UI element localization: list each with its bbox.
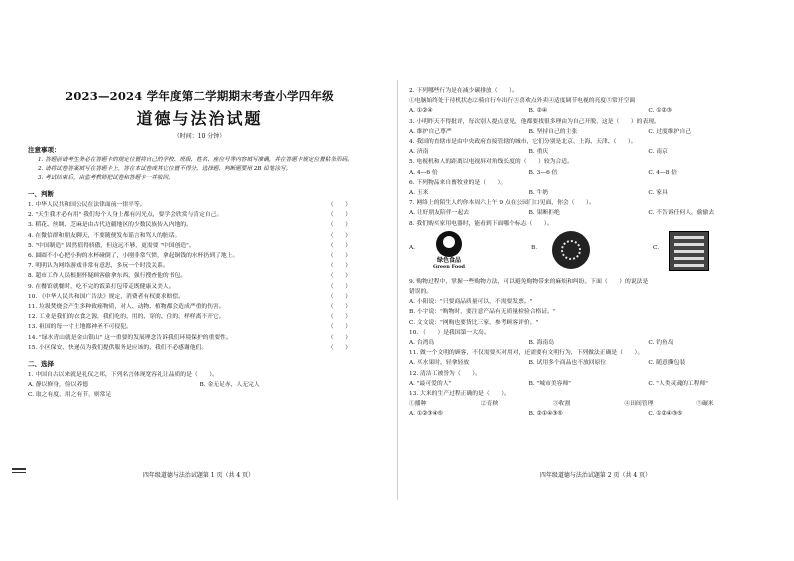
question-text: 8. 超市工作人员根据怀疑顾客偷拿东西，强行搜查他的书包。 bbox=[28, 273, 187, 280]
option: C. 不告诉任何人，偷偷去 bbox=[648, 210, 715, 217]
answer-paren: （ ） bbox=[327, 344, 351, 351]
option: A. "最可爱的人" bbox=[409, 380, 452, 387]
judge-question bbox=[28, 312, 371, 322]
question-line: 2. 下列哪些行为是在减少碳排放（ ）。 bbox=[409, 88, 518, 94]
option: A. ①②③④⑤ bbox=[409, 411, 443, 418]
answer-paren: （ ） bbox=[327, 232, 351, 239]
question-line: 6. 下列物品来自畜牧业的是（ ）。 bbox=[409, 179, 507, 186]
option: ②育秧 bbox=[480, 401, 499, 408]
answer-paren: （ ） bbox=[327, 253, 351, 260]
judge-question-list bbox=[28, 200, 371, 353]
choice-options bbox=[409, 127, 768, 137]
option: B. "城市美容师" bbox=[528, 380, 571, 387]
question-line: 13. 大米的生产过程正确的是（ ）。 bbox=[409, 391, 510, 398]
question-text: 7. 明明认为网络游戏非常有意思，多玩一个时没关系。 bbox=[28, 263, 169, 270]
green-food-text: 绿色食品 bbox=[436, 256, 461, 264]
judge-question bbox=[28, 282, 371, 292]
question-line: A. 小阳说："只要商品质量可以，不需要发票。" bbox=[409, 299, 533, 306]
option: B. 金无足赤，人无完人 bbox=[199, 382, 260, 389]
answer-paren: （ ） bbox=[327, 314, 351, 321]
option: ④田间管理 bbox=[624, 401, 654, 408]
option: A. 静以修身，俭以养德 bbox=[28, 382, 89, 389]
option: A. 济南 bbox=[409, 149, 429, 156]
judge-question bbox=[28, 261, 371, 271]
question-text: 10. 《中华人民共和国广告法》规定，消费者有权要求赔偿。 bbox=[28, 293, 184, 300]
seal-icon bbox=[552, 231, 590, 269]
option: C. "人类灵魂的工程师" bbox=[648, 380, 708, 387]
judge-question bbox=[28, 292, 371, 302]
option: A. 买水果时，轻拿轻放 bbox=[409, 360, 470, 367]
section-judge-heading: 一、判断 bbox=[28, 190, 54, 198]
green-food-icon bbox=[436, 231, 462, 257]
option: C. 随意撕包装 bbox=[648, 360, 686, 367]
page-footer: 四年级道德与法治试题第 2 页（共 4 页） bbox=[539, 472, 652, 479]
green-food-logo bbox=[425, 231, 473, 271]
question-line: 12. 清洁工被誉为（ ）。 bbox=[409, 370, 481, 377]
answer-paren: （ ） bbox=[327, 293, 351, 300]
judge-question bbox=[28, 231, 371, 241]
option: B. 重庆 bbox=[528, 149, 549, 156]
choice-options bbox=[409, 358, 768, 368]
choice-options bbox=[409, 147, 768, 157]
option: B. 牛奶 bbox=[528, 190, 549, 197]
page-footer: 四年级道德与法治试题第 1 页（共 4 页） bbox=[142, 472, 255, 479]
answer-paren: （ ） bbox=[327, 263, 351, 270]
choice-options bbox=[409, 208, 768, 218]
option: C. 南京 bbox=[648, 149, 668, 156]
option: ①播种 bbox=[409, 401, 427, 408]
choice-options bbox=[28, 390, 371, 400]
question-text: 15. 小区保安、快递员为我们提供服务是应该的，我们不必感谢他们。 bbox=[28, 344, 208, 351]
option: B. 果断拒绝 bbox=[528, 210, 560, 217]
question-line: 7. 网络上的陌生人约你本周六上午 9 点在公园门口见面，你会（ ）。 bbox=[409, 200, 595, 207]
choice-options bbox=[409, 168, 768, 178]
option-label: A. bbox=[409, 244, 416, 251]
question-line: 8. 我们购买家用电器时，能看到下面哪个标志（ ）。 bbox=[409, 220, 553, 227]
choice-options bbox=[409, 409, 768, 419]
option: B. 坚持自己的主张 bbox=[528, 128, 578, 135]
question-text: 14. "绿水青山就是金山银山" 这一重要的发展理念告诉我们环境保护的重要性。 bbox=[28, 334, 232, 341]
question-text: 6. 圆圆不小心把小狗的水杯碰倒了，小刚非常气愤，拿起铜钱的水杯扔到了地上。 bbox=[28, 253, 239, 260]
option: B. ②①④③⑤ bbox=[528, 411, 563, 418]
question-text: 11. 垃圾焚烧会产生多种致癌物质，对人、动物、植物都会造成严重的伤害。 bbox=[28, 304, 225, 311]
question-text: 4. 在微信群和朋友聊天，不要随便发布谣言和骂人的脏话。 bbox=[28, 232, 181, 239]
judge-question bbox=[28, 333, 371, 343]
question-line: 9. 购物过程中，掌握一些购物方法，可以避免购物带来的麻烦和纠纷。下面（ ）的说法是 bbox=[409, 278, 649, 285]
option: C. ①②③ bbox=[648, 108, 672, 115]
judge-question bbox=[28, 241, 371, 251]
option: A. 玉米 bbox=[409, 190, 429, 197]
question-text: 1. 中华人民共和国公民在法律面前一律平等。 bbox=[28, 202, 146, 208]
answer-paren: （ ） bbox=[327, 304, 351, 311]
judge-question bbox=[28, 302, 371, 312]
option: C. 家具 bbox=[648, 190, 668, 197]
choice-options bbox=[409, 399, 768, 409]
green-food-en: Green Food bbox=[432, 263, 466, 270]
question-line: 11. 做一个文明的顾客，不仅需要买对用对，还需要有文明行为，下列做法正确是（ ）。 bbox=[409, 350, 644, 357]
answer-paren: （ ） bbox=[327, 222, 351, 229]
option: C. 过度维护自己 bbox=[648, 128, 692, 135]
question-line: ①电脑始终处于待机状态②骑自行车出行③喜欢点外卖④适度调节电视的亮度⑤常开空调 bbox=[409, 98, 636, 105]
option: B. 海南岛 bbox=[528, 340, 555, 347]
question-line: B. 小宇说："购物时，要注意产品有无质量检验合格证。" bbox=[409, 309, 556, 316]
option-label: C. bbox=[653, 244, 660, 251]
answer-paren: （ ） bbox=[327, 324, 351, 331]
option: B. ②④ bbox=[528, 108, 548, 115]
question-line: 10. （ ）是我国第一大岛。 bbox=[409, 329, 490, 336]
option: C. 钓鱼岛 bbox=[648, 340, 674, 347]
option: C. 取之有度，用之有节，则常足 bbox=[28, 392, 112, 399]
question-line: C. 文文说："网购也要货比三家，参考顾客评价。" bbox=[409, 319, 539, 326]
option: B. 3—6 倍 bbox=[528, 169, 558, 176]
choice-options bbox=[28, 380, 371, 390]
choice-options bbox=[409, 106, 768, 116]
judge-question bbox=[28, 343, 371, 353]
question-block bbox=[409, 86, 768, 229]
answer-paren: （ ） bbox=[327, 273, 351, 280]
option: A. 4—6 倍 bbox=[409, 169, 438, 176]
option: C. 4—8 倍 bbox=[648, 169, 678, 176]
question-line: 3. 小明昨天不得批评，每次别人提点意见，他都要找很多理由为自己开脱，这是（ ）的表现。 bbox=[409, 118, 660, 125]
energy-label-icon bbox=[669, 231, 709, 271]
judge-question bbox=[28, 322, 371, 332]
section-choice-heading: 二、选择 bbox=[28, 360, 54, 369]
option: A. 台湾岛 bbox=[409, 340, 435, 347]
question-line: 4. 我国的直辖市是由中央政府直接管辖的城市，它们分别是北京、上海、天津、（ ）。 bbox=[409, 139, 637, 146]
time-note: （时间：10 分钟） bbox=[173, 133, 226, 140]
question-text: 5. "中国制造" 固然值得骄傲，但这远不够，更需要 "中国创造"。 bbox=[28, 242, 195, 249]
question-text: 3. 稻花、丝绸、芝麻是由古代边疆地区的少数民族传入内地的。 bbox=[28, 222, 192, 229]
notice-item: 3. 考试结束后，由监考教师把试卷和答题卡一并收回。 bbox=[38, 175, 174, 181]
option: B. 试用多个商品也不放回原位 bbox=[528, 360, 607, 367]
option-label: B. bbox=[531, 244, 538, 251]
notice-item: 2. 请将试卷答案填写在答题卡上，答在本试卷或其它位置不得分。选择题、判断题要用 2B 铅笔涂写。 bbox=[38, 166, 292, 172]
label-options bbox=[409, 231, 768, 275]
option: C. ①②④③⑤ bbox=[648, 411, 683, 418]
notice-item: 1. 答题前请考生务必在答题卡的规定位置将自己的学校、班级、姓名、座位号等内容填写准确，并在答题卡规定位置粘条形码。 bbox=[38, 157, 353, 163]
round-seal-logo bbox=[547, 231, 595, 271]
notice-heading: 注意事项： bbox=[28, 146, 61, 154]
answer-paren: （ ） bbox=[327, 212, 351, 219]
option: ③收割 bbox=[552, 401, 570, 408]
choice-options bbox=[409, 188, 768, 198]
question-line: 5. 电视机和人的距离以电视屏对角线长度的（ ）较为合适。 bbox=[409, 159, 573, 166]
answer-paren: （ ） bbox=[327, 334, 351, 341]
question-text: 13. 祖国的每一寸土地都神圣不可侵犯。 bbox=[28, 324, 132, 331]
answer-paren: （ ） bbox=[327, 202, 351, 208]
choice-options bbox=[409, 338, 768, 348]
answer-paren: （ ） bbox=[327, 283, 351, 290]
subject-title: 道德与法治试题 bbox=[136, 109, 263, 128]
question-block bbox=[409, 277, 768, 420]
exam-title: 2023—2024 学年度第二学期期末考查小学四年级 bbox=[65, 89, 334, 103]
energy-label-logo bbox=[669, 231, 717, 271]
judge-question bbox=[28, 251, 371, 261]
question-text: 2. "天生我才必有用" 我们每个人身上都有闪光点，要学会欣赏与肯定自己。 bbox=[28, 212, 223, 219]
answer-paren: （ ） bbox=[327, 242, 351, 249]
question-text: 12. 工业是我们的衣食之源，我们吃的、用的、穿的、住的，样样离不开它。 bbox=[28, 314, 225, 321]
option: A. 维护自己尊严 bbox=[409, 128, 452, 135]
option: A. 让好朋友陪伴一起去 bbox=[409, 210, 470, 217]
choice-question: 1. 中国自古以来就是礼仪之邦，下列名言体现宽容礼让品质的是（ ）。 bbox=[28, 372, 218, 379]
judge-question bbox=[28, 220, 371, 230]
judge-question bbox=[28, 200, 371, 210]
page-2 bbox=[397, 0, 794, 561]
question-text: 9. 在餐馆就餐时，吃不完的饭菜打包带走既健康又美人。 bbox=[28, 283, 175, 290]
judge-question bbox=[28, 271, 371, 281]
option: ⑤碾米 bbox=[696, 401, 714, 408]
option: A. ①②④ bbox=[409, 108, 433, 115]
question-line: 错误的。 bbox=[409, 289, 433, 296]
judge-question bbox=[28, 210, 371, 220]
choice-options bbox=[409, 379, 768, 389]
